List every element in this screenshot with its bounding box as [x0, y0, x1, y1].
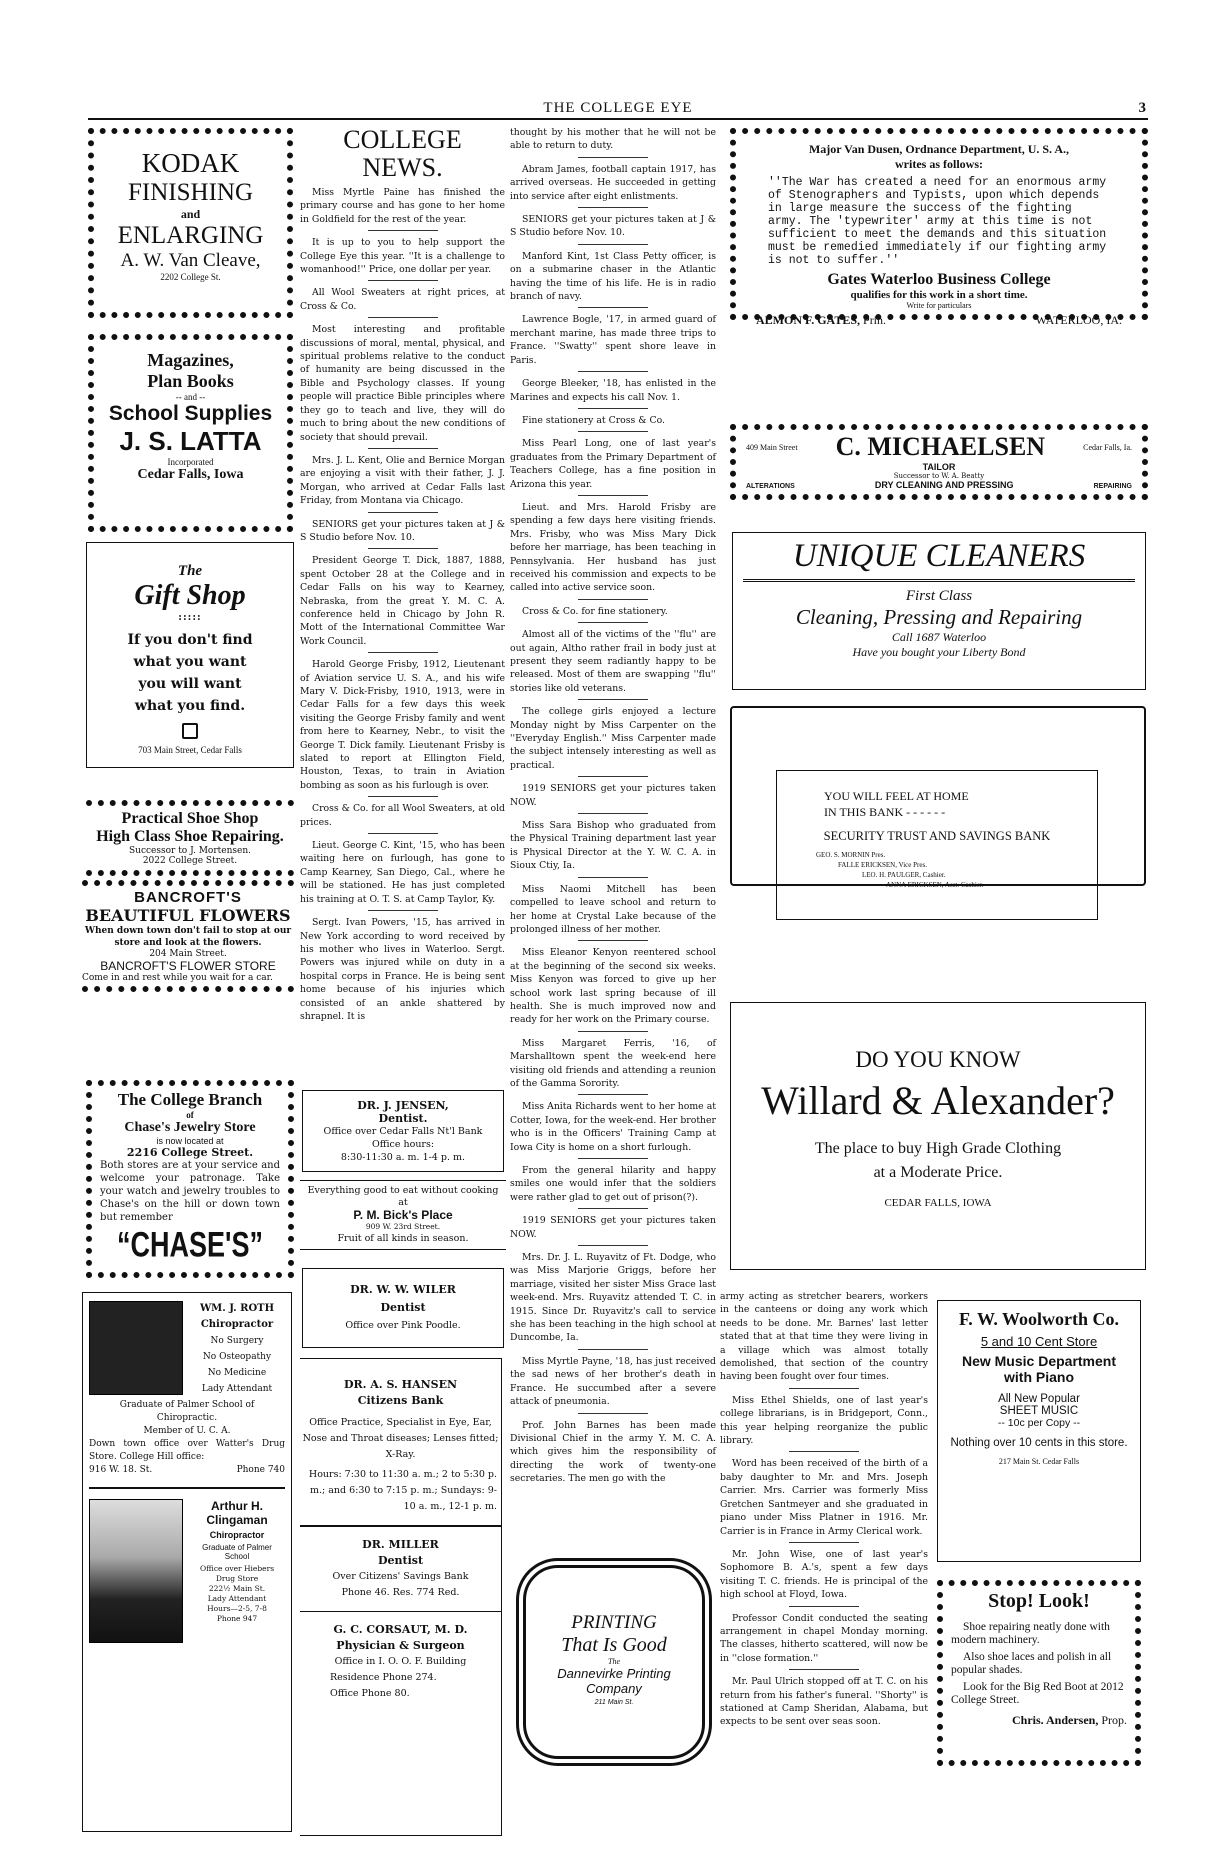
- wiler-office: Office over Pink Poodle.: [345, 1320, 461, 1331]
- michaelsen-city: Cedar Falls, Ia.: [1083, 442, 1132, 452]
- bank-text: [778, 788, 1096, 890]
- kodak-address: 2202 College St.: [160, 272, 221, 282]
- gift-line-1: If you don't find: [127, 632, 253, 648]
- gates-city: WATERLOO, IA.: [1035, 313, 1122, 327]
- news-item: Lawrence Bogle, '17, in armed guard of merchant marine, has made three trips to France. ''Swatty'' spent shore leave in Paris.: [510, 314, 716, 366]
- divider: [578, 1349, 648, 1350]
- divider: [578, 599, 648, 600]
- gates-quote: ''The War has created a need for an enormous army of Stenographers and Typists, upon which depends in large measure the success of the fighting army. The 'typewriter' army at this time is not sufficient to meet the demands and this situation must be remedied immediately if our fighting army is not to suffer.'': [768, 176, 1107, 267]
- divider: [578, 244, 648, 245]
- latta-name: J. S. LATTA: [119, 426, 262, 456]
- chase-of: of: [186, 1110, 194, 1120]
- roth-phone: Phone 740: [236, 1465, 285, 1475]
- gates-write: Write for particulars: [906, 301, 972, 310]
- divider: [300, 1611, 501, 1613]
- clingaman-line-5: Hours—2-5, 7-8: [207, 1603, 267, 1613]
- divider: [368, 796, 438, 797]
- bick-fruit: Fruit of all kinds in season.: [337, 1233, 469, 1244]
- clingaman-name1: Arthur H.: [211, 1498, 263, 1513]
- latta-line2: Plan Books: [147, 371, 234, 391]
- ad-printing: [516, 1558, 712, 1766]
- news-item: 1919 SENIORS get your pictures taken NOW.: [510, 783, 716, 808]
- ad-chase: [86, 1080, 294, 1278]
- jensen-hours: 8:30-11:30 a. m. 1-4 p. m.: [340, 1152, 466, 1163]
- latta-line1: Magazines,: [147, 350, 234, 370]
- unique-call: Call 1687 Waterloo: [891, 630, 987, 644]
- kodak-line3: ENLARGING: [117, 222, 264, 249]
- masthead: [88, 100, 1148, 120]
- divider: [368, 833, 438, 834]
- news-item: SENIORS get your pictures taken at J & S Studio before Nov. 10.: [300, 518, 505, 543]
- chase-located: is now located at: [156, 1136, 224, 1146]
- news-item: Miss Margaret Ferris, '16, of Marshalltown spent the week-end here visiting old friends and attending a reunion of the Gamma Sorority.: [510, 1037, 716, 1089]
- news-item: Miss Sara Bishop who graduated from the Physical Training department last year is Physical Director at the Y. W. C. A. in Sioux Ctiy, Ia.: [510, 820, 716, 872]
- miller-office: Over Citizens' Savings Bank: [332, 1570, 469, 1582]
- divider: [578, 1208, 648, 1209]
- latta-line3: School Supplies: [108, 402, 273, 425]
- shoe-address: 2022 College Street.: [142, 856, 238, 866]
- woolworth-dept1: New Music Department: [961, 1353, 1117, 1369]
- divider: [578, 940, 648, 941]
- ad-unique-cleaners: [732, 532, 1146, 690]
- shoe-title: Practical Shoe Shop: [121, 810, 259, 827]
- news-item: Mrs. Dr. J. L. Ruyavitz of Ft. Dodge, who was Miss Marjorie Griggs, before her marriage, visited her sister Miss Grace last week-end. Mrs. Ruyavitz attended T. C. in 1915. Since Dr. Ruyavitz's call to service she has been teaching in the high school at Duncombe, Ia.: [510, 1252, 716, 1344]
- ad-willard: [730, 1002, 1146, 1270]
- jensen-office: Office over Cedar Falls Nt'l Bank: [323, 1126, 483, 1137]
- michaelsen-address: 409 Main Street: [746, 442, 798, 452]
- divider: [578, 431, 648, 432]
- michaelsen-tailor: TAILOR: [922, 462, 956, 472]
- ad-bancroft: [82, 880, 294, 992]
- woolworth-name: F. W. Woolworth Co.: [958, 1309, 1120, 1329]
- kodak-line1: KODAK: [141, 148, 240, 178]
- shoe-subtitle: High Class Shoe Repairing.: [96, 828, 284, 845]
- news-item: Prof. John Barnes has been made Divisional Chief in the army Y. M. C. A. which gives him the responsibility of directing the work of twenty-one secretaries. The men go with the: [510, 1419, 716, 1485]
- bank-name: SECURITY TRUST AND SAVINGS BANK: [823, 829, 1051, 843]
- stop-owner: Chris. Andersen,: [1011, 1713, 1099, 1727]
- news-column-4: [720, 1290, 928, 1733]
- divider: [578, 877, 648, 878]
- michaelsen-left: ALTERATIONS: [746, 483, 795, 490]
- willard-know: DO YOU KNOW: [855, 1047, 1021, 1072]
- bick-at: at: [398, 1197, 408, 1208]
- gift-line-4: what you find.: [134, 698, 246, 714]
- hansen-name: DR. A. S. HANSEN: [343, 1378, 458, 1391]
- roth-block: [89, 1301, 285, 1397]
- bancroft-title2: BEAUTIFUL FLOWERS: [85, 906, 291, 925]
- chase-address: 2216 College Street.: [126, 1146, 254, 1159]
- woolworth-address: 217 Main St. Cedar Falls: [998, 1457, 1080, 1466]
- divider: [578, 408, 648, 409]
- bancroft-store: BANCROFT'S FLOWER STORE: [100, 959, 276, 973]
- news-item: Miss Anita Richards went to her home at Cotter, Iowa, for the week-end. Her brother who is in the Officers' Training Camp at Iowa City is home on a short furlough.: [510, 1101, 716, 1153]
- news-item: Miss Naomi Mitchell has been compelled to leave school and return to her home at Crystal Lake because of the prolonged illness of her mother.: [510, 883, 716, 935]
- printing-name: Dannevirke Printing: [557, 1666, 671, 1681]
- roth-line-4: Lady Attendant: [201, 1384, 273, 1394]
- news-item: Word has been received of the birth of a baby daughter to Mr. and Mrs. Joseph Carrier. Mrs. Carrier was formerly Miss Gretchen Santmeyer and she graduated in piano under Miss Platner in 1916. Mr. Carrier is in France in Army Clerical work.: [720, 1458, 928, 1537]
- divider: [789, 1451, 859, 1452]
- ad-shoe-shop: [86, 800, 294, 876]
- wiler-name: DR. W. W. WILER: [350, 1283, 456, 1296]
- news-item: Miss Eleanor Kenyon reentered school at the beginning of the second six weeks. Miss Kenyon was forced to give up her school work last spring because of ill health. She is much improved now and ready for her work on the Primary course.: [510, 947, 716, 1026]
- divider: [89, 1487, 285, 1489]
- woolworth-store: 5 and 10 Cent Store: [980, 1334, 1098, 1349]
- shoe-successor: Successor to J. Mortensen.: [129, 846, 251, 856]
- miller-phone: Phone 46. Res. 774 Red.: [341, 1586, 460, 1598]
- news-item: Miss Pearl Long, one of last year's graduates from the Primary Department of Teachers College, has a fine position in Arizona this year.: [510, 438, 716, 490]
- woolworth-dept2: with Piano: [1004, 1369, 1074, 1385]
- divider: [578, 776, 648, 777]
- ad-latta: [88, 334, 293, 532]
- unique-title: UNIQUE CLEANERS: [743, 533, 1135, 582]
- news-item: Manford Kint, 1st Class Petty officer, is on a submarine chaser in the Atlantic having the time of his life. He is in radio branch of navy.: [510, 250, 716, 303]
- bick-name: P. M. Bick's Place: [353, 1208, 453, 1222]
- chase-body: Both stores are at your service and welcome your patronage. Take your watch and jewelry troubles to Chase's on the hill or down town but remember: [100, 1160, 280, 1223]
- clingaman-grad: Graduate of Palmer School: [202, 1542, 272, 1561]
- gift-line-2: what you want: [133, 654, 247, 670]
- jensen-title: Dentist.: [378, 1112, 428, 1125]
- bancroft-address: 204 Main Street.: [149, 949, 227, 959]
- ad-bick: [300, 1180, 506, 1250]
- ad-woolworth: [937, 1300, 1141, 1562]
- divider: [368, 280, 438, 281]
- clingaman-line-1: Office over Hiebers: [199, 1563, 275, 1573]
- bick-line1: Everything good to eat without cooking: [307, 1185, 499, 1196]
- corsaut-res: Residence Phone 274.: [330, 1672, 437, 1683]
- willard-city: CEDAR FALLS, IOWA: [884, 1197, 992, 1209]
- news-item: Professor Condit conducted the seating arrangement in chapel Monday morning. The classes, hitherto scattered, will now be in ''close formation.'': [720, 1612, 928, 1664]
- stop-p2: Also shoe laces and polish in all popular shades.: [951, 1651, 1112, 1676]
- divider: [578, 1245, 648, 1246]
- news-item: Lieut. George C. Kint, '15, who has been waiting here on furlough, has gone to Camp Kearney, San Diego, Cal., where he will be stationed. He has just completed his training at O. T. S. at Camp Taylor, Ky.: [300, 840, 505, 905]
- ad-kodak: [88, 128, 293, 318]
- college-news-heading: COLLEGE NEWS.: [343, 125, 462, 182]
- divider: [368, 652, 438, 653]
- gift-the: The: [177, 563, 203, 579]
- clingaman-line-3: 222½ Main St.: [208, 1583, 266, 1593]
- gift-line-3: you will want: [138, 676, 242, 692]
- bank-officer-3: LEO. H. PAULGER, Cashier.: [862, 871, 946, 879]
- bank-officer-1: GEO. S. MORNIN Pres.: [816, 851, 886, 859]
- chase-brand: “CHASE'S”: [117, 1225, 263, 1265]
- printing-company: Company: [586, 1681, 642, 1696]
- news-item: Sergt. Ivan Powers, '15, has arrived in New York according to word received by his mother who lives in Waterloo. Sergt. Powers was injured while on duty in a hospital corps in France. He is being sent home because of his injuries which consisted of an ankle shattered by shrapnel. It is: [300, 917, 505, 1022]
- gates-heading1: Major Van Dusen, Ordnance Department, U. S. A.,: [808, 142, 1070, 156]
- miller-title: Dentist: [377, 1553, 424, 1567]
- gates-principal: ALMON F. GATES,: [756, 313, 861, 327]
- gift-title: Gift Shop: [134, 580, 246, 611]
- news-item: Mr. Paul Ulrich stopped off at T. C. on his return from his father's funeral. ''Shorty'' is stationed at Camp Sheridan, Alabama, but expects to be sent over seas soon.: [720, 1676, 928, 1728]
- news-item: Abram James, football captain 1917, has arrived overseas. He succeeded in getting into service after eight enlistments.: [510, 163, 716, 202]
- news-item: Miss Myrtle Payne, '18, has just received the sad news of her brother's death in France. He succumbed after a severe attack of pneumonia.: [510, 1355, 716, 1408]
- hansen-hours: Hours: 7:30 to 11:30 a. m.; 2 to 5:30 p. m.; and 6:30 to 7:15 p. m.; Sundays: 9-10 a. m., 12-1 p. m.: [308, 1469, 497, 1512]
- clingaman-line-6: Phone 947: [216, 1613, 258, 1623]
- divider: [789, 1606, 859, 1607]
- woolworth-price: -- 10c per Copy --: [997, 1417, 1081, 1429]
- stop-p1: Shoe repairing neatly done with modern machinery.: [951, 1621, 1110, 1646]
- news-item: Lieut. and Mrs. Harold Frisby are spending a few days here visiting friends. Mrs. Frisby, who was Miss Mary Dick before her marriage, has been teaching in Pennsylvania. Her husband has just received his commission and expects to be called into active service soon.: [510, 501, 716, 594]
- gates-qualifies: qualifies for this work in a short time.: [850, 289, 1028, 301]
- clingaman-photo: [89, 1499, 183, 1643]
- ad-stop-look: [937, 1580, 1141, 1766]
- news-item: All Wool Sweaters at right prices, at Cross & Co.: [300, 287, 505, 312]
- latta-city: Cedar Falls, Iowa: [137, 467, 244, 482]
- divider: [578, 495, 648, 496]
- bancroft-text2: Come in and rest while you wait for a car.: [82, 973, 273, 983]
- roth-offices: Down town office over Watter's Drug Store. College Hill office:: [89, 1439, 285, 1462]
- roth-line-3: No Medicine: [207, 1368, 267, 1378]
- divider: [368, 910, 438, 911]
- kodak-name: A. W. Van Cleave,: [120, 250, 261, 271]
- gates-heading2: writes as follows:: [895, 157, 983, 171]
- bank-line1: YOU WILL FEEL AT HOME: [824, 789, 969, 803]
- ad-michaelsen: [730, 424, 1148, 500]
- divider: [789, 1388, 859, 1389]
- jensen-name: DR. J. JENSEN,: [357, 1099, 449, 1112]
- unique-services: Cleaning, Pressing and Repairing: [795, 605, 1083, 629]
- divider: [368, 548, 438, 549]
- divider: [578, 813, 648, 814]
- gates-prin: Prin.: [863, 313, 887, 327]
- divider: [578, 207, 648, 208]
- divider: [578, 157, 648, 158]
- unique-first: First Class: [905, 588, 973, 604]
- divider: [578, 1094, 648, 1095]
- newspaper-title: THE COLLEGE EYE: [543, 100, 693, 116]
- news-item: 1919 SENIORS get your pictures taken NOW.: [510, 1215, 716, 1240]
- divider: [368, 512, 438, 513]
- ad-chiropractors: [82, 1292, 292, 1832]
- divider: [368, 317, 438, 318]
- divider: [368, 230, 438, 231]
- corsaut-title: Physician & Surgeon: [336, 1639, 465, 1652]
- latta-inc: Incorporated: [167, 457, 214, 467]
- ad-professional-cards: [300, 1358, 502, 1836]
- bancroft-title1: BANCROFT'S: [134, 889, 242, 906]
- news-item: It is up to you to help support the College Eye this year. ''It is a challenge to womanhood!'' Price, one dollar per year.: [300, 237, 505, 276]
- news-item: thought by his mother that he will not be able to return to duty.: [510, 127, 716, 152]
- clingaman-line-2: Drug Store: [215, 1573, 259, 1583]
- news-item: The college girls enjoyed a lecture Monday night by Miss Carpenter on the ''Everyday English.'' Miss Carpenter made the subject intensely interesting as well as practical.: [510, 706, 716, 771]
- clingaman-line-4: Lady Attendant: [207, 1593, 267, 1603]
- divider: [578, 1031, 648, 1032]
- woolworth-sheet: SHEET MUSIC: [999, 1405, 1079, 1417]
- news-item: Miss Ethel Shields, one of last year's college librarians, is in Bridgeport, Conn., this year helping reorganize the public library.: [720, 1394, 928, 1447]
- ad-gift-shop: [86, 542, 294, 768]
- ad-gates: [730, 128, 1148, 327]
- stop-p3: Look for the Big Red Boot at 2012 College Street.: [951, 1681, 1124, 1706]
- divider: [578, 1413, 648, 1414]
- jensen-hours-label: Office hours:: [371, 1139, 435, 1150]
- gift-dots: :::::: [178, 612, 202, 623]
- bank-line2: IN THIS BANK - - - - - -: [824, 805, 946, 819]
- corsaut-office: Office in I. O. O. F. Building: [334, 1656, 467, 1667]
- divider: [789, 1542, 859, 1543]
- chase-title: The College Branch: [117, 1090, 263, 1109]
- latta-and: -- and --: [175, 392, 206, 402]
- woolworth-pop: All New Popular: [998, 1393, 1080, 1405]
- bancroft-text1: When down town don't fail to stop at our store and look at the flowers.: [84, 926, 292, 948]
- roth-address: 916 W. 18. St.: [89, 1465, 153, 1475]
- gift-logo-icon: [182, 723, 198, 739]
- clingaman-title: Chiropractor: [209, 1529, 265, 1540]
- wiler-title: Dentist: [380, 1301, 426, 1314]
- news-item: Cross & Co. for all Wool Sweaters, at old prices.: [300, 803, 505, 828]
- roth-name: WM. J. ROTH: [199, 1303, 275, 1314]
- printing-line1: PRINTING: [571, 1612, 657, 1633]
- bick-address: 909 W. 23rd Street.: [365, 1222, 441, 1231]
- willard-name: Willard & Alexander?: [761, 1078, 1115, 1123]
- divider: [578, 699, 648, 700]
- michaelsen-right: REPAIRING: [1093, 483, 1132, 490]
- chase-store: Chase's Jewelry Store: [124, 1120, 256, 1135]
- roth-line-2: No Osteopathy: [202, 1352, 272, 1362]
- willard-line1: The place to buy High Grade Clothing: [814, 1140, 1062, 1157]
- college-news-column: [300, 126, 505, 1027]
- kodak-line2: FINISHING: [128, 179, 253, 206]
- news-item: From the general hilarity and happy smiles one would infer that the soldiers were rather glad to get out of prison(?).: [510, 1165, 716, 1203]
- bank-officer-4: ANNA ERICKSEN, Asst. Cashier.: [886, 881, 984, 889]
- hansen-practice: Office Practice, Specialist in Eye, Ear, Nose and Throat diseases; Lenses fitted; X-Ray.: [302, 1417, 499, 1460]
- unique-bond: Have you bought your Liberty Bond: [852, 645, 1026, 659]
- printing-address: 211 Main St.: [594, 1699, 634, 1706]
- ad-wiler: [302, 1268, 504, 1348]
- printing-line2: That Is Good: [561, 1634, 667, 1656]
- printing-the: The: [608, 1657, 620, 1666]
- roth-member: Member of U. C. A.: [143, 1426, 231, 1436]
- michaelsen-dry: DRY CLEANING AND PRESSING: [874, 480, 1014, 490]
- news-item: President George T. Dick, 1887, 1888, spent October 28 at the College and in Cedar Falls on his way to Kearney, Nebraska, from the great Y. M. C. A. conference held in Chicago by John R. Mott of the International Committee War Work Council.: [300, 555, 505, 647]
- news-item: Miss Myrtle Paine has finished the primary course and has gone to her home in Goldfield for the rest of the year.: [300, 187, 505, 225]
- divider: [578, 307, 648, 308]
- divider: [300, 1525, 501, 1527]
- news-item: Mrs. J. L. Kent, Olie and Bernice Morgan are enjoying a visit with their father, J. J. Morgan, who arrived at Cedar Falls last Friday, from Montana via Chicago.: [300, 454, 505, 507]
- gates-college: Gates Waterloo Business College: [827, 271, 1051, 288]
- news-item: Harold George Frisby, 1912, Lieutenant of Aviation service U. S. A., and his wife Mary V. Dick-Frisby, 1910, 1913, were in Cedar Falls for a few days this week visiting the George Frisby family and went from here to Kearney, Nebr., to visit the George T. Dick family. Lieutenant Frisby is slated to report at Ellington Field, Houston, Texas, to train in Aviation bombing as soon as his furlough is over.: [300, 659, 505, 791]
- news-item: George Bleeker, '18, has enlisted in the Marines and expects his call Nov. 1.: [510, 378, 716, 403]
- woolworth-nothing: Nothing over 10 cents in this store.: [950, 1437, 1128, 1449]
- roth-photo: [89, 1301, 183, 1395]
- willard-line2: at a Moderate Price.: [873, 1164, 1003, 1181]
- divider: [789, 1669, 859, 1670]
- michaelsen-successor: Successor to W. A. Beatty: [893, 472, 985, 480]
- divider: [578, 1158, 648, 1159]
- news-item: SENIORS get your pictures taken at J & S Studio before Nov. 10.: [510, 214, 716, 239]
- clingaman-name2: Clingaman: [206, 1512, 268, 1527]
- news-item: Mr. John Wise, one of last year's Sophomore B. A.'s, spent a few days visiting T. C. friends. He is principal of the high school at Floyd, Iowa.: [720, 1548, 928, 1601]
- gift-address: 703 Main Street, Cedar Falls: [138, 745, 242, 755]
- divider: [578, 371, 648, 372]
- news-column-3: [510, 126, 716, 1490]
- corsaut-name: G. C. CORSAUT, M. D.: [333, 1623, 468, 1636]
- page-number: 3: [1138, 100, 1146, 116]
- hansen-bank: Citizens Bank: [357, 1394, 444, 1407]
- news-item: Almost all of the victims of the ''flu'' are out again, Altho rather frail in body just at present they seem radiantly happy to be released. Most of them are swapping ''flu'' stories like old veterans.: [510, 629, 716, 694]
- stop-prop: Prop.: [1101, 1713, 1127, 1727]
- news-item: Cross & Co. for fine stationery.: [522, 605, 668, 617]
- michaelsen-name: C. MICHAELSEN: [835, 432, 1046, 461]
- stop-title: Stop! Look!: [988, 1590, 1090, 1612]
- ad-jensen: [302, 1090, 504, 1172]
- kodak-and: and: [180, 207, 201, 221]
- news-item: army acting as stretcher bearers, workers in the canteens or doing any work which needs to be done. Mr. Barnes' last letter stated that at that time they were living in a village which was almost totally demolished, that section of the country having been fought over four times.: [720, 1291, 928, 1383]
- divider: [368, 448, 438, 449]
- roth-title: Chiropractor: [200, 1319, 274, 1330]
- roth-line-1: No Surgery: [210, 1336, 264, 1346]
- roth-grad: Graduate of Palmer School of Chiropractic.: [119, 1400, 255, 1423]
- clingaman-block: [89, 1499, 285, 1643]
- news-item: Most interesting and profitable discussions of moral, mental, physical, and spiritual problems relative to the conduct of humanity are being discussed in the Bible and Psychology classes. If young people will practice Bible principles where they go to teach and live, they will do much to bring about the new conditions of society that should prevail.: [300, 324, 505, 443]
- bank-officer-2: FALLE ERICKSEN, Vice Pres.: [838, 861, 927, 869]
- divider: [578, 622, 648, 623]
- miller-name: DR. MILLER: [362, 1537, 439, 1551]
- corsaut-phone: Office Phone 80.: [330, 1688, 410, 1699]
- news-item: Fine stationery at Cross & Co.: [522, 414, 665, 426]
